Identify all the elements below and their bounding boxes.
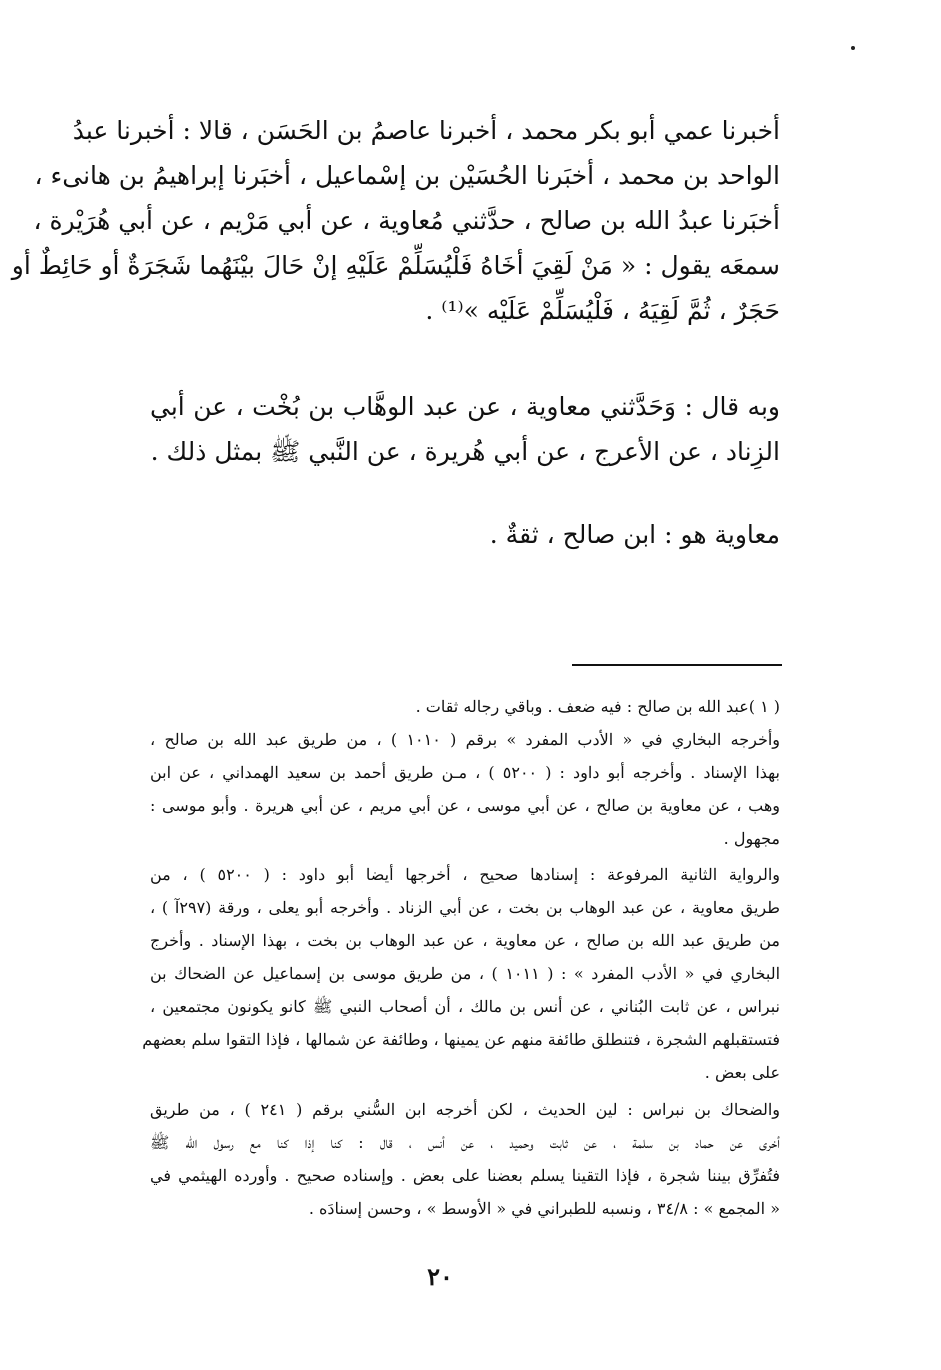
footnote-line: نبراس ، عن ثابت البُناني ، عن أنس بن مالك ، أن أصحاب النبي ﷺ كانو يكونون مجتمعين ، xyxy=(150,997,780,1016)
hadith-paragraph xyxy=(11,108,780,333)
footnote-line: وهب ، عن معاوية بن صالح ، عن أبي موسى ، عن أبي مريم ، عن أبي هريرة . وأبو موسى : xyxy=(150,796,780,815)
footnote-line: فتستقبلهم الشجرة ، فتنطلق طائفة منهم عن يمينها ، وطائفة عن شمالها ، فإذا التقوا سلم بعضهم xyxy=(142,1030,780,1049)
second-narration-paragraph xyxy=(150,384,780,474)
text-line: سمعَه يقول : « مَنْ لَقِيَ أخَاهُ فَلْيُسَلِّمْ عَلَيْهِ إنْ حَالَ بيْنَهُما شَجَرَةٌ أو حَائِطٌ أو xyxy=(11,251,780,280)
footnote-line: والرواية الثانية المرفوعة : إسنادها صحيح ، أخرجها أيضا أبو داود : ( ٥٢٠٠ ) ، من xyxy=(150,865,780,884)
narrator-note-paragraph xyxy=(150,512,780,557)
footnote-line: فتُفرِّق بيننا شجرة ، فإذا التقينا يسلم بعضنا على بعض . وإسناده صحيح . وأورده الهيثمي في xyxy=(150,1166,780,1185)
footnote-line: بهذا الإسناد . وأخرجه أبو داود : ( ٥٢٠٠ ) ، مـن طريق أحمد بن سعيد الهمداني ، عن ابن xyxy=(150,763,781,782)
footnote-line: « المجمع » : ٣٤/٨ ، ونسبه للطبراني في « الأوسط » ، وحسن إسنادَه . xyxy=(308,1199,780,1218)
footnote-line: مجهول . xyxy=(723,829,780,848)
footnote-line: من طريق عبد الله بن صالح ، عن معاوية ، عن عبد الوهاب بن بخت ، بهذا الإسناد . وأخرج xyxy=(150,931,781,950)
page-speck xyxy=(851,46,855,50)
text-line: معاوية هو : ابن صالح ، ثقةٌ . xyxy=(489,520,780,549)
footnote-separator xyxy=(572,664,782,666)
footnote-dahhak xyxy=(150,1093,780,1225)
footnote-line: البخاري في « الأدب المفرد » : ( ١٠١١ ) ، من طريق موسى بن إسماعيل عن الضحاك بن xyxy=(150,964,781,983)
footnote-line: والضحاك بن نبراس : لين الحديث ، لكن أخرجه ابن السُّني برقم ( ٢٤١ ) ، من طريق xyxy=(150,1100,781,1119)
text-line: حَجَرٌ ، ثُمَّ لَقِيَهُ ، فَلْيُسَلِّمْ عَلَيْه »⁽¹⁾ . xyxy=(425,296,780,325)
text-line: الواحد بن محمد ، أخبَرنا الحُسَيْن بن إسْماعيل ، أخبَرنا إبراهيمُ بن هانىء ، xyxy=(34,161,780,190)
footnote-line: وأخرجه البخاري في « الأدب المفرد » برقم ( ١٠١٠ ) ، من طريق عبد الله بن صالح ، xyxy=(150,730,781,749)
text-line: الزِناد ، عن الأعرج ، عن أبي هُريرة ، عن النَّبي ﷺ بمثل ذلك . xyxy=(150,437,780,466)
text-line: أخبرنا عمي أبو بكر محمد ، أخبرنا عاصمُ بن الحَسَن ، قالا : أخبرنا عبدُ xyxy=(72,116,780,145)
text-line: وبه قال : وَحَدَّثني معاوية ، عن عبد الوهَّاب بن بُخْت ، عن أبي xyxy=(150,392,780,421)
footnote-line: ( ١ )عبد الله بن صالح : فيه ضعف . وباقي رجاله ثقات . xyxy=(415,697,780,716)
page-number: ٢٠ xyxy=(427,1262,453,1291)
footnote-line: على بعض . xyxy=(704,1063,780,1082)
footnote-second-narration xyxy=(142,858,781,1089)
footnote-line: أخرى عن حماد بن سلمة ، عن ثابت وحميد ، عن أنس ، قال : كنا إذا كنا مع رسول الله ﷺ xyxy=(150,1133,780,1152)
footnote-line: طريق معاوية ، عن عبد الوهاب بن بخت ، عن أبي الزناد . وأخرجه أبو يعلى ، ورقة (٢٩٧آ ) ، xyxy=(150,898,780,917)
footnote-1 xyxy=(150,690,780,855)
text-line: أخبَرنا عبدُ الله بن صالح ، حدَّثني مُعاوية ، عن أبي مَرْيم ، عن أبي هُرَيْرة ، xyxy=(33,206,780,235)
